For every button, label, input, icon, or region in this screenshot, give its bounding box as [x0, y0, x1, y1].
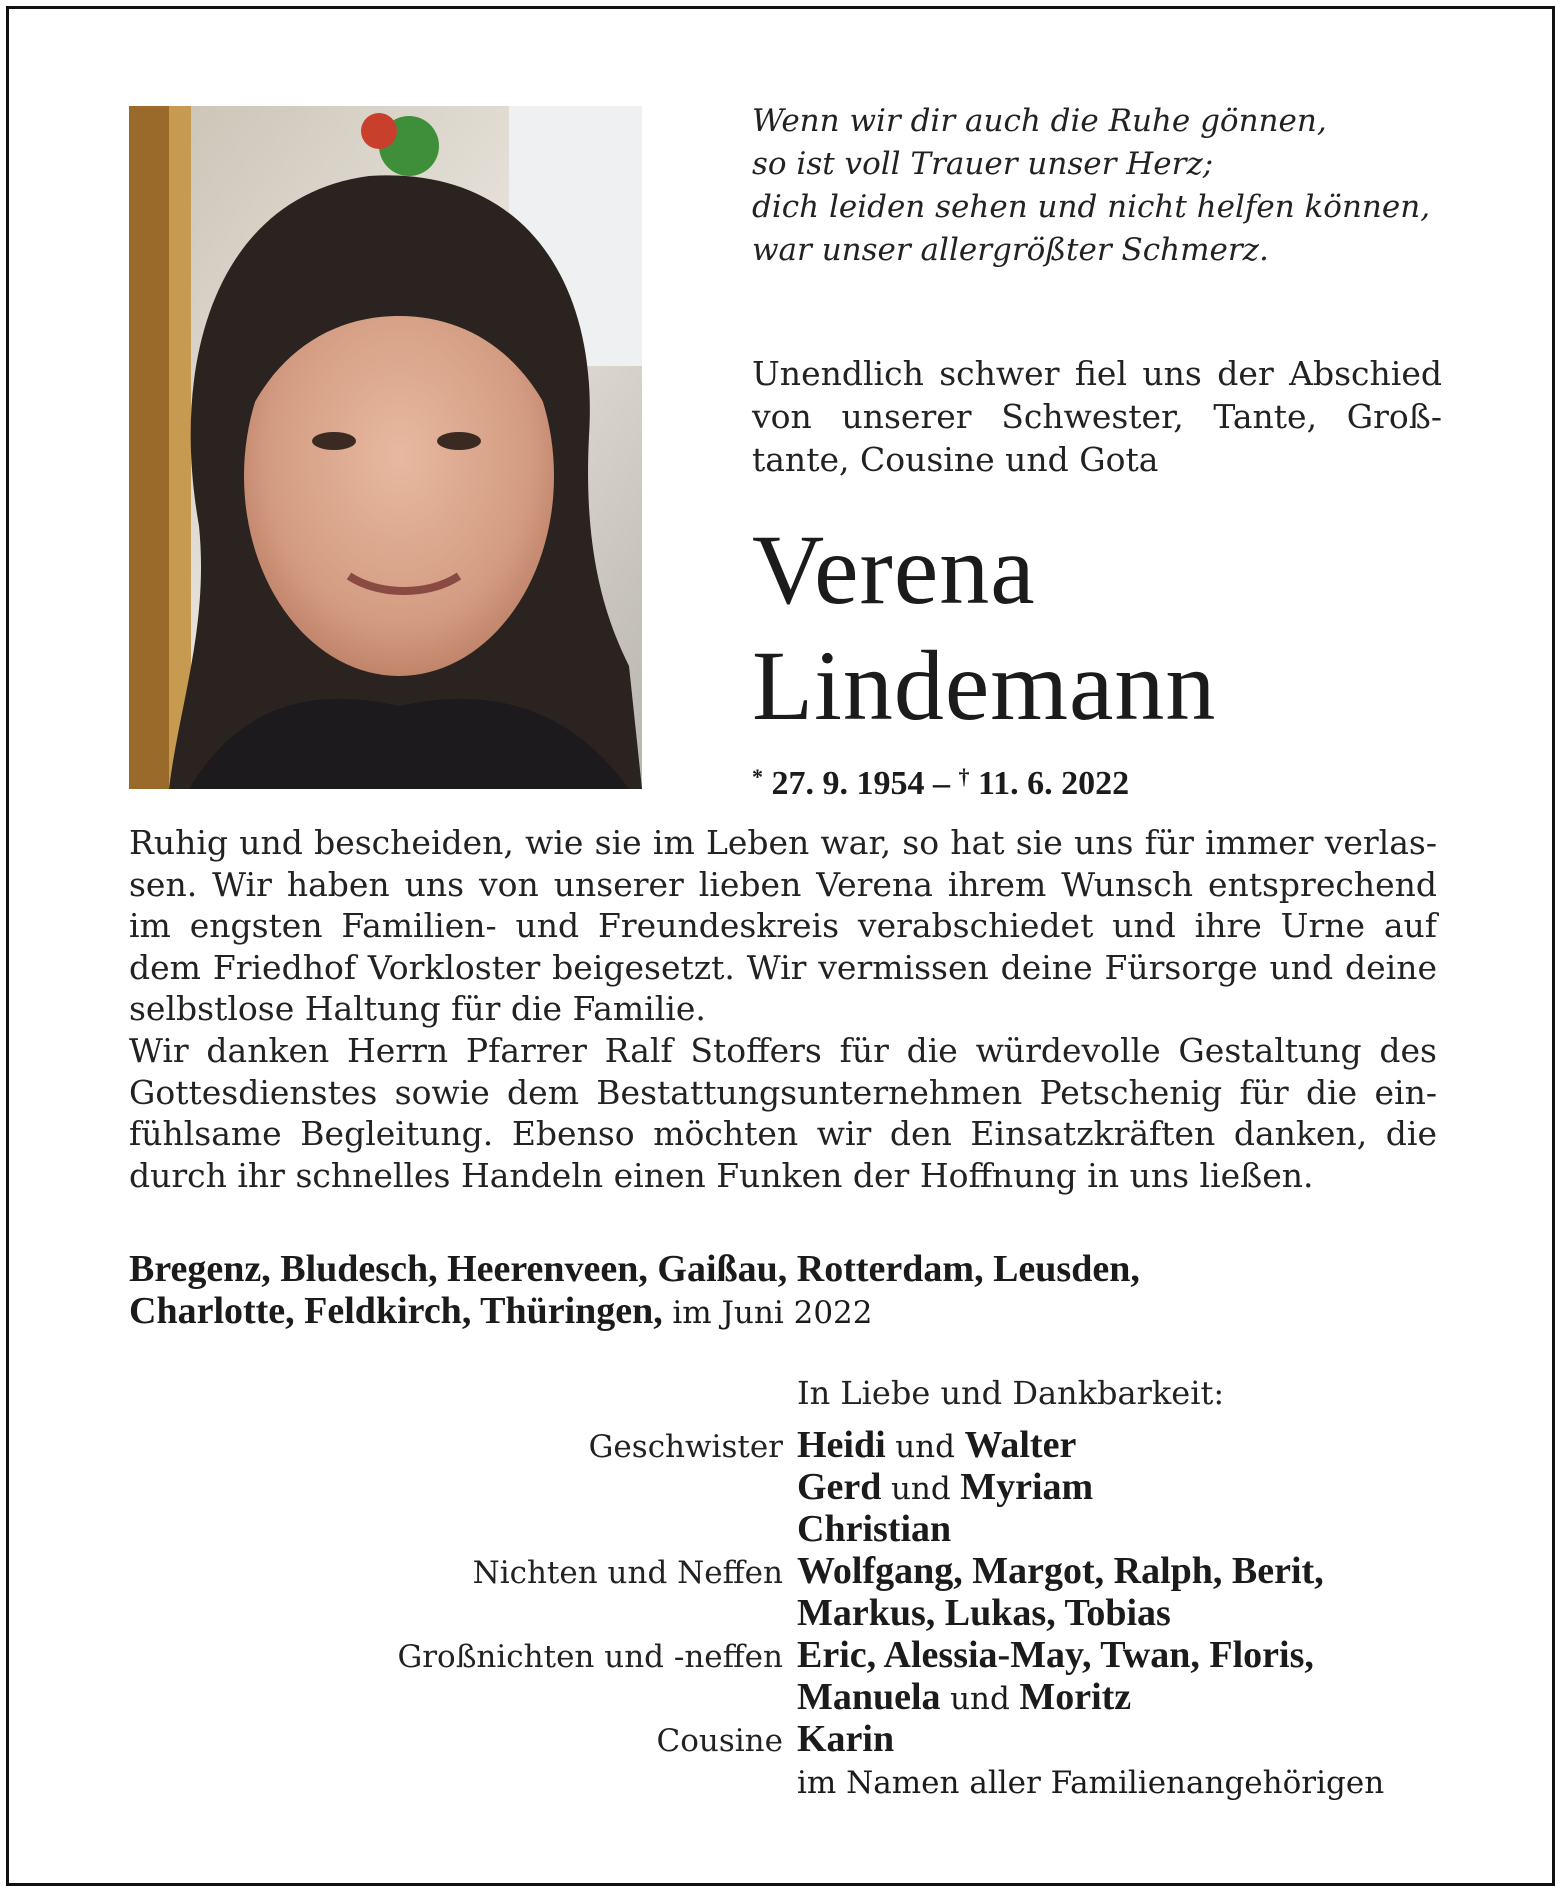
body-line: dem Friedhof Vorkloster beigesetzt. Wir vermissen deine Fürsorge und deine: [129, 947, 1437, 987]
birth-symbol: *: [752, 764, 763, 789]
family-name: Gerd: [797, 1466, 882, 1508]
family-row: [100, 1676, 1500, 1718]
family-name: Heidi: [797, 1424, 886, 1466]
places-and-date: [129, 1248, 1449, 1334]
family-names: [797, 1760, 1384, 1804]
conjunction: und: [950, 1681, 1010, 1717]
family-name: Moritz: [1019, 1676, 1132, 1718]
relation-label: Cousine: [656, 1723, 783, 1759]
body-line: selbstlose Haltung für die Familie.: [129, 989, 706, 1029]
portrait-image: [129, 106, 642, 789]
body-line: Ruhig und bescheiden, wie sie im Leben war, so hat sie uns für immer verlas-: [129, 823, 1437, 862]
verse-line: dich leiden sehen und nicht helfen können,: [752, 189, 1431, 225]
body-line: fühlsame Begleitung. Ebenso möchten wir den Einsatzkräften danken, die: [129, 1114, 1437, 1154]
family-footer: im Namen aller Familienangehörigen: [797, 1765, 1385, 1801]
relation-label: Geschwister: [588, 1429, 783, 1465]
family-names: [797, 1424, 1076, 1468]
family-name: Walter: [964, 1424, 1077, 1466]
body-line: sen. Wir haben uns von unserer lieben Verena ihrem Wunsch entsprechend: [129, 864, 1437, 904]
intro-line: tante, Cousine und Gota: [752, 440, 1159, 479]
intro-line: von unserer Schwester, Tante, Groß-: [752, 397, 1442, 436]
family-name: Myriam: [960, 1466, 1094, 1508]
life-dates: [752, 755, 1129, 806]
places-line: Charlotte, Feldkirch, Thüringen,: [129, 1290, 663, 1332]
relation-label: Großnichten und -neffen: [397, 1639, 783, 1675]
family-row: [100, 1466, 1500, 1508]
family-names: [797, 1718, 894, 1760]
intro-line: Unendlich schwer fiel uns der Abschied: [752, 354, 1442, 393]
conjunction: und: [890, 1471, 951, 1507]
verse-line: war unser allergrößter Schmerz.: [752, 232, 1269, 268]
family-name: Eric, Alessia-May, Twan, Floris,: [797, 1634, 1314, 1676]
family-name: Markus, Lukas, Tobias: [797, 1592, 1171, 1634]
family-names: [797, 1676, 1131, 1720]
conjunction: und: [895, 1429, 955, 1465]
family-names: [797, 1550, 1324, 1592]
family-row: [100, 1592, 1500, 1634]
family-row: [100, 1508, 1500, 1550]
family-list: [100, 1424, 1500, 1802]
birth-date: 27. 9. 1954 –: [771, 765, 950, 802]
verse-line: Wenn wir dir auch die Ruhe gönnen,: [752, 103, 1327, 139]
date-of-notice: im Juni 2022: [672, 1295, 873, 1331]
deceased-name: [752, 512, 1216, 744]
family-names: [797, 1592, 1171, 1634]
last-name: Lindemann: [752, 630, 1217, 741]
family-row: [100, 1550, 1500, 1592]
body-line: durch ihr schnelles Handeln einen Funken der Hoffnung in uns ließen.: [129, 1155, 1314, 1195]
relation-label: Nichten und Neffen: [472, 1555, 783, 1591]
family-row: [100, 1634, 1500, 1676]
body-line: Wir danken Herrn Pfarrer Ralf Stoffers für die würdevolle Gestaltung des: [129, 1030, 1437, 1070]
family-name: Wolfgang, Margot, Ralph, Berit,: [797, 1550, 1324, 1592]
family-row: [100, 1718, 1500, 1760]
closing-phrase: In Liebe und Dankbarkeit:: [797, 1374, 1225, 1412]
family-name: Christian: [797, 1508, 952, 1550]
family-names: [797, 1508, 951, 1550]
portrait-photo: [129, 106, 642, 789]
family-row: [100, 1424, 1500, 1466]
memorial-verse: [752, 100, 1452, 272]
intro-text: [752, 352, 1442, 481]
verse-line: so ist voll Trauer unser Herz;: [752, 146, 1214, 182]
body-line: im engsten Familien- und Freundeskreis verabschiedet und ihre Urne auf: [129, 906, 1437, 946]
body-line: Gottesdienstes sowie dem Bestattungsunternehmen Petschenig für die ein-: [129, 1072, 1437, 1112]
death-date: 11. 6. 2022: [978, 765, 1130, 802]
family-name: Manuela: [797, 1676, 941, 1718]
obituary-body: [129, 822, 1437, 1196]
family-names: [797, 1634, 1314, 1676]
places-line: Bregenz, Bludesch, Heerenveen, Gaißau, Rotterdam, Leusden,: [129, 1248, 1140, 1290]
family-names: [797, 1466, 1093, 1510]
first-name: Verena: [752, 514, 1036, 625]
family-row: [100, 1760, 1500, 1802]
death-symbol: †: [958, 764, 970, 789]
family-name: Karin: [797, 1718, 895, 1760]
